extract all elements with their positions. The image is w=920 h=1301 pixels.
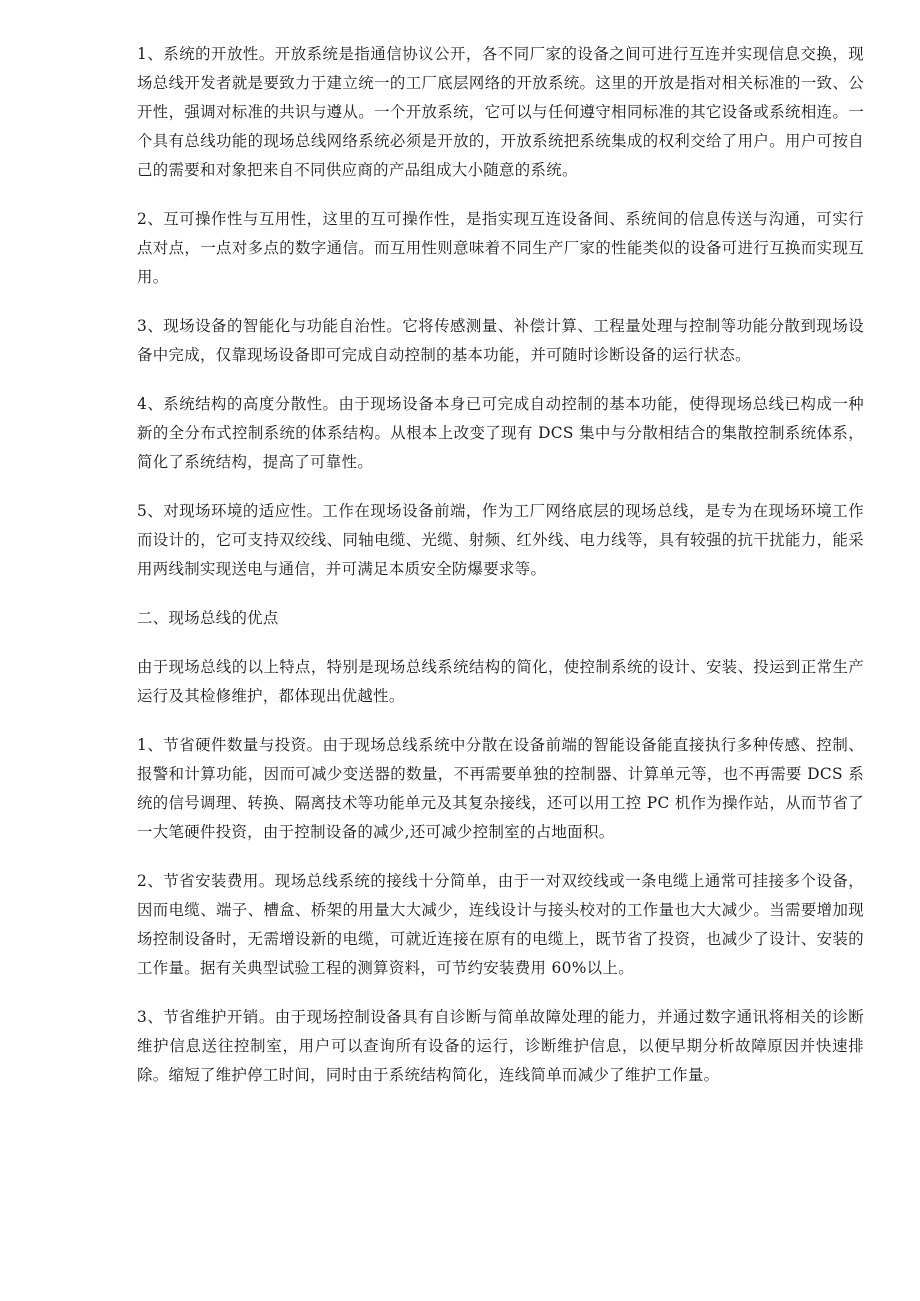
paragraph-installation-savings: 2、节省安装费用。现场总线系统的接线十分简单，由于一对双绞线或一条电缆上通常可挂接多个设备，因而电缆、端子、槽盒、桥架的用量大大减少，连线设计与接头校对的工作量也大大减少。当需要增加现场控制设备时，无需增设新的电缆，可就近连接在原有的电缆上，既节省了投资，也减少了设计、安装的工作量。据有关典型试验工程的测算资料，可节约安装费用 60%以上。 [137,872,864,977]
paragraph-adaptability: 5、对现场环境的适应性。工作在现场设备前端，作为工厂网络底层的现场总线，是专为在现场环境工作而设计的，它可支持双绞线、同轴电缆、光缆、射频、红外线、电力线等，具有较强的抗干扰能力，能采用两线制实现送电与通信，并可满足本质安全防爆要求等。 [137,502,864,578]
section-heading-advantages: 二、现场总线的优点 [137,609,279,627]
paragraph-maintenance-savings: 3、节省维护开销。由于现场控制设备具有自诊断与简单故障处理的能力，并通过数字通讯将相关的诊断维护信息送往控制室，用户可以查询所有设备的运行，诊断维护信息，以便早期分析故障原因并快速排除。缩短了维护停工时间，同时由于系统结构简化，连线简单而减少了维护工作量。 [137,1008,864,1084]
paragraph-hardware-savings: 1、节省硬件数量与投资。由于现场总线系统中分散在设备前端的智能设备能直接执行多种传感、控制、报警和计算功能，因而可减少变送器的数量，不再需要单独的控制器、计算单元等，也不再需要 DCS 系统的信号调理、转换、隔离技术等功能单元及其复杂接线，还可以用工控 PC 机作为操作站，从而节省了一大笔硬件投资，由于控制设备的减少,还可减少控制室的占地面积。 [137,736,864,841]
paragraph-decentralization: 4、系统结构的高度分散性。由于现场设备本身已可完成自动控制的基本功能，使得现场总线已构成一种新的全分布式控制系统的体系结构。从根本上改变了现有 DCS 集中与分散相结合的集散控制系统体系，简化了系统结构，提高了可靠性。 [137,395,864,471]
paragraph-advantages-intro: 由于现场总线的以上特点，特别是现场总线系统结构的简化，使控制系统的设计、安装、投运到正常生产运行及其检修维护，都体现出优越性。 [137,658,864,705]
paragraph-interoperability: 2、互可操作性与互用性，这里的互可操作性，是指实现互连设备间、系统间的信息传送与沟通，可实行点对点，一点对多点的数字通信。而互用性则意味着不同生产厂家的性能类似的设备可进行互换而实现互用。 [137,210,864,286]
paragraph-openness: 1、系统的开放性。开放系统是指通信协议公开，各不同厂家的设备之间可进行互连并实现信息交换，现场总线开发者就是要致力于建立统一的工厂底层网络的开放系统。这里的开放是指对相关标准的一致、公开性，强调对标准的共识与遵从。一个开放系统，它可以与任何遵守相同标准的其它设备或系统相连。一个具有总线功能的现场总线网络系统必须是开放的，开放系统把系统集成的权利交给了用户。用户可按自己的需要和对象把来自不同供应商的产品组成大小随意的系统。 [137,45,864,179]
paragraph-intelligence: 3、现场设备的智能化与功能自治性。它将传感测量、补偿计算、工程量处理与控制等功能分散到现场设备中完成，仅靠现场设备即可完成自动控制的基本功能，并可随时诊断设备的运行状态。 [137,317,864,364]
